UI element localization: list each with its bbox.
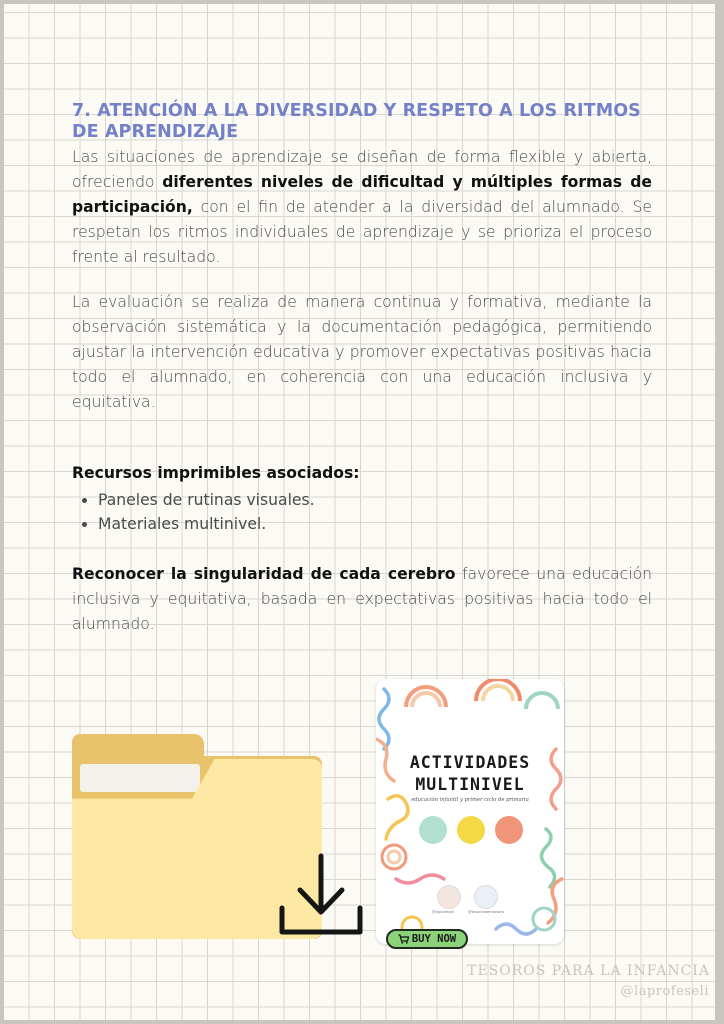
paragraph-evaluation: La evaluación se realiza de manera continua y formativa, mediante la observación sistemática y la documentación pedagógica, permitiendo ajustar la intervención educativa y promover expectativas positivas hacia todo el alumnado, en coherencia con una educación inclusiva y equitativa. — [72, 293, 652, 411]
cart-icon — [398, 934, 409, 944]
buy-now-button[interactable] — [386, 929, 468, 949]
avatar-logo — [474, 885, 498, 909]
card-subtitle: educación infantil y primer ciclo de primaria — [411, 797, 529, 803]
card-handle-2: @tesorosdemaestra — [468, 910, 505, 914]
paragraph-singularity-bold: Reconocer la singularidad de cada cerebro — [72, 565, 456, 583]
download-icon[interactable] — [278, 852, 364, 938]
paragraph-diversity-bold: diferentes niveles de dificultad y múltiples formas de participación, — [72, 173, 652, 216]
section-heading: 7. ATENCIÓN A LA DIVERSIDAD Y RESPETO A LOS RITMOS DE APRENDIZAJE — [72, 100, 641, 142]
card-title-line1: ACTIVIDADES — [409, 753, 531, 772]
resources-title: Recursos imprimibles asociados: — [72, 464, 360, 482]
product-card[interactable] — [376, 679, 564, 944]
resource-item: • Materiales multinivel. — [98, 512, 315, 536]
resources-list — [78, 488, 315, 536]
card-decoration — [376, 679, 564, 944]
avatar — [437, 885, 461, 909]
footer-handle: @laprofeseli — [620, 984, 709, 999]
folder-paper — [80, 764, 200, 792]
resource-item: • Paneles de rutinas visuales. — [98, 488, 315, 512]
watercolor-dots — [416, 813, 526, 847]
card-handle-1: @laprofeseli — [432, 910, 455, 914]
footer-brand: TESOROS PARA LA INFANCIA — [467, 963, 710, 979]
paragraph-diversity — [72, 145, 652, 270]
paragraph-singularity-rest: favorece una educación inclusiva y equitativa, basada en expectativas positivas hacia todo el alumnado. — [72, 565, 652, 633]
paragraph-diversity-start: Las situaciones de aprendizaje se diseñan de forma flexible y abierta, ofreciendo — [72, 148, 652, 191]
paragraph-diversity-end: con el fin de atender a la diversidad del alumnado. Se respetan los ritmos individuales de aprendizaje y se prioriza el proceso frente al resultado. — [72, 198, 652, 266]
buy-now-label: BUY NOW — [411, 932, 457, 945]
card-title-line2: MULTINIVEL — [415, 775, 525, 794]
paragraph-singularity — [72, 562, 652, 637]
